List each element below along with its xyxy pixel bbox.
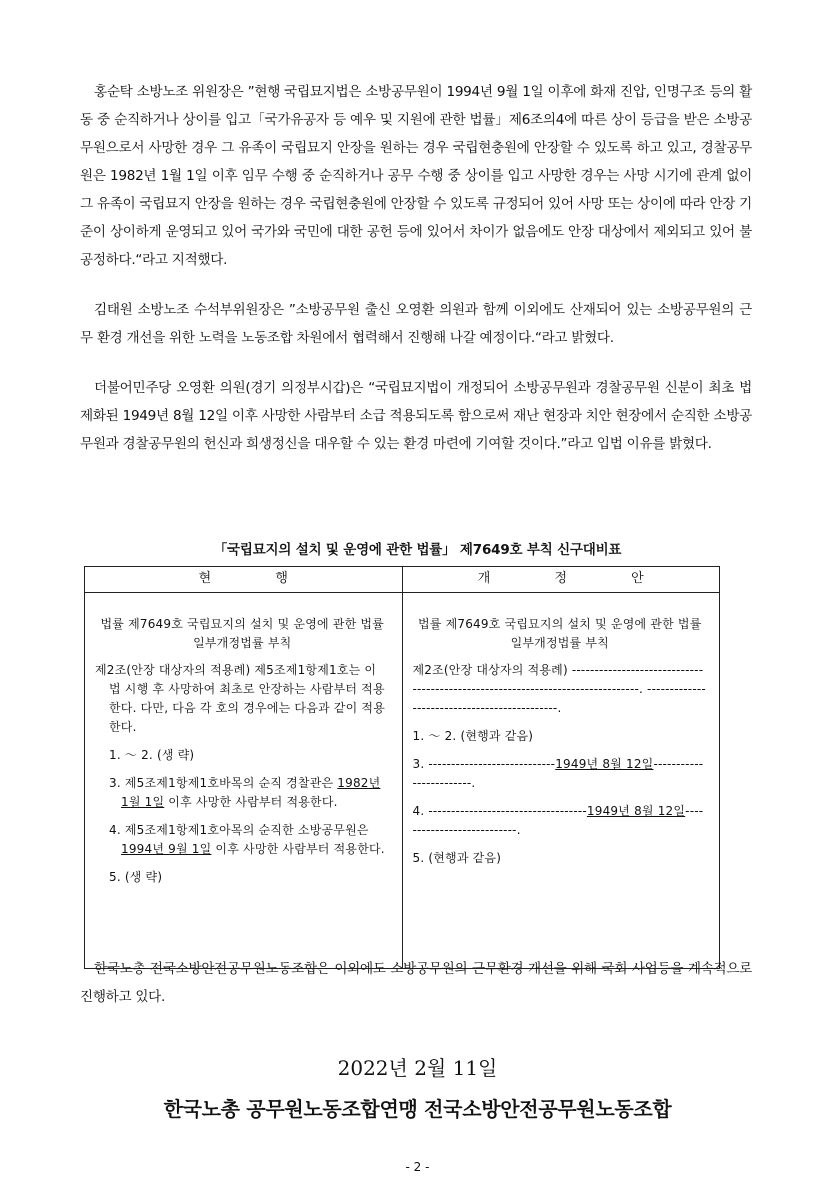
paragraph-vice-chairman-quote: 김태원 소방노조 수석부위원장은 ”소방공무원 출신 오영환 의원과 함께 이외에도 산재되어 있는 소방공무원의 근무 환경 개선을 위한 노력을 노동조합 차원에서 협력해서 진행해 나갈 예정이다.“라고 밝혔다. — [80, 302, 752, 346]
current-item-3-tail: 이후 사망한 사람부터 적용한다. — [164, 795, 338, 809]
proposed-item-3-text: 3. ---------------------------- — [412, 757, 556, 771]
proposed-item-4 — [413, 802, 708, 840]
current-item-4-date: 1994년 9월 1일 — [121, 842, 212, 856]
proposed-article-2: 제2조(안장 대상자의 적용례) -------------------------------------------------------------------------------. ---------------------------------------------. — [412, 663, 706, 715]
paragraph-lawmaker-quote: 더불어민주당 오영환 의원(경기 의정부시갑)은 “국립묘지법이 개정되어 소방공무원과 경찰공무원 신분이 최초 법제화된 1949년 8월 12일 이후 사망한 사람부터 소급 적용되도록 함으로써 재난 현장과 치안 현장에서 순직한 소방공무원과 경찰공무원의 헌신과 희생정신을 대우할 수 있는 환경 마련에 기여할 것이다.”라고 입법 이유를 밝혔다. — [80, 380, 752, 452]
proposed-item-3 — [413, 755, 708, 793]
proposed-item-5: 5. (현행과 같음) — [412, 851, 502, 865]
proposed-item-1-2: 1. ～ 2. (현행과 같음) — [412, 729, 534, 743]
release-date: 2022년 2월 11일 — [337, 1056, 498, 1080]
current-item-4 — [95, 821, 390, 859]
current-item-4-tail: 이후 사망한 사람부터 적용한다. — [211, 842, 385, 856]
closing-text — [80, 955, 752, 1011]
comparison-table — [84, 566, 720, 969]
page-number: - 2 - — [405, 1160, 430, 1174]
paragraph-closing: 한국노총 전국소방안전공무원노동조합은 이외에도 소방공무원의 근무환경 개선을 위해 국회 사업등을 계속적으로 진행하고 있다. — [80, 961, 752, 1005]
proposed-law-title: 법률 제7649호 국립묘지의 설치 및 운영에 관한 법률 일부개정법률 부칙 — [418, 617, 702, 650]
current-item-3 — [95, 774, 390, 812]
organization-name: 한국노총 공무원노동조합연맹 전국소방안전공무원노동조합 — [163, 1097, 672, 1121]
proposed-item-4-date: 1949년 8월 12일 — [586, 804, 686, 818]
current-item-4-text: 4. 제5조제1항제1호아목의 순직한 소방공무원은 — [109, 823, 369, 837]
header-proposed: 개 정 안 — [402, 567, 720, 593]
current-item-1-2: 1. ～ 2. (생 략) — [109, 748, 195, 762]
current-item-3-text: 3. 제5조제1항제1호바목의 순직 경찰관은 — [109, 776, 338, 790]
current-column — [85, 593, 403, 969]
comparison-table-title: 「국립묘지의 설치 및 운영에 관한 법률」 제7649호 부칙 신구대비표 — [213, 542, 622, 558]
proposed-column — [402, 593, 720, 969]
proposed-item-4-text: 4. ----------------------------------- — [412, 804, 587, 818]
proposed-item-4-tail: ---------------------------. — [412, 804, 704, 837]
current-item-5: 5. (생 략) — [109, 870, 163, 884]
current-law-title: 법률 제7649호 국립묘지의 설치 및 운영에 관한 법률 일부개정법률 부칙 — [100, 617, 384, 650]
current-article-2: 제2조(안장 대상자의 적용례) 제5조제1항제1호는 이 법 시행 후 사망하여 최초로 안장하는 사람부터 적용한다. 다만, 다음 각 호의 경우에는 다음과 같이 적용한다. — [95, 663, 385, 734]
proposed-item-3-tail: ------------------------. — [412, 757, 704, 790]
proposed-item-3-date: 1949년 8월 12일 — [555, 757, 654, 771]
current-item-3-date: 1982년 1월 1일 — [121, 776, 381, 809]
paragraph-chairman-quote: 홍순탁 소방노조 위원장은 ”현행 국립묘지법은 소방공무원이 1994년 9월 1일 이후에 화재 진압, 인명구조 등의 활동 중 순직하거나 상이를 입고「국가유공자 등 예우 및 지원에 관한 법률」제6조의4에 따른 상이 등급을 받은 소방공무원으로서 사망한 경우 그 유족이 국립묘지 안장을 원하는 경우 국립현충원에 안장할 수 있도록 하고 있고, 경찰공무원은 1982년 1월 1일 이후 임무 수행 중 순직하거나 공무 수행 중 상이를 입고 사망한 경우는 사망 시기에 관계 없이 그 유족이 국립묘지 안장을 원하는 경우 국립현충원에 안장할 수 있도록 규정되어 있어 사망 또는 상이에 따라 안장 기준이 상이하게 운영되고 있어 국가와 국민에 대한 공헌 등에 있어서 차이가 없음에도 안장 대상에서 제외되고 있어 불공정하다.“라고 지적했다. — [80, 84, 752, 268]
body-text — [80, 78, 752, 458]
header-current: 현 행 — [85, 567, 403, 593]
